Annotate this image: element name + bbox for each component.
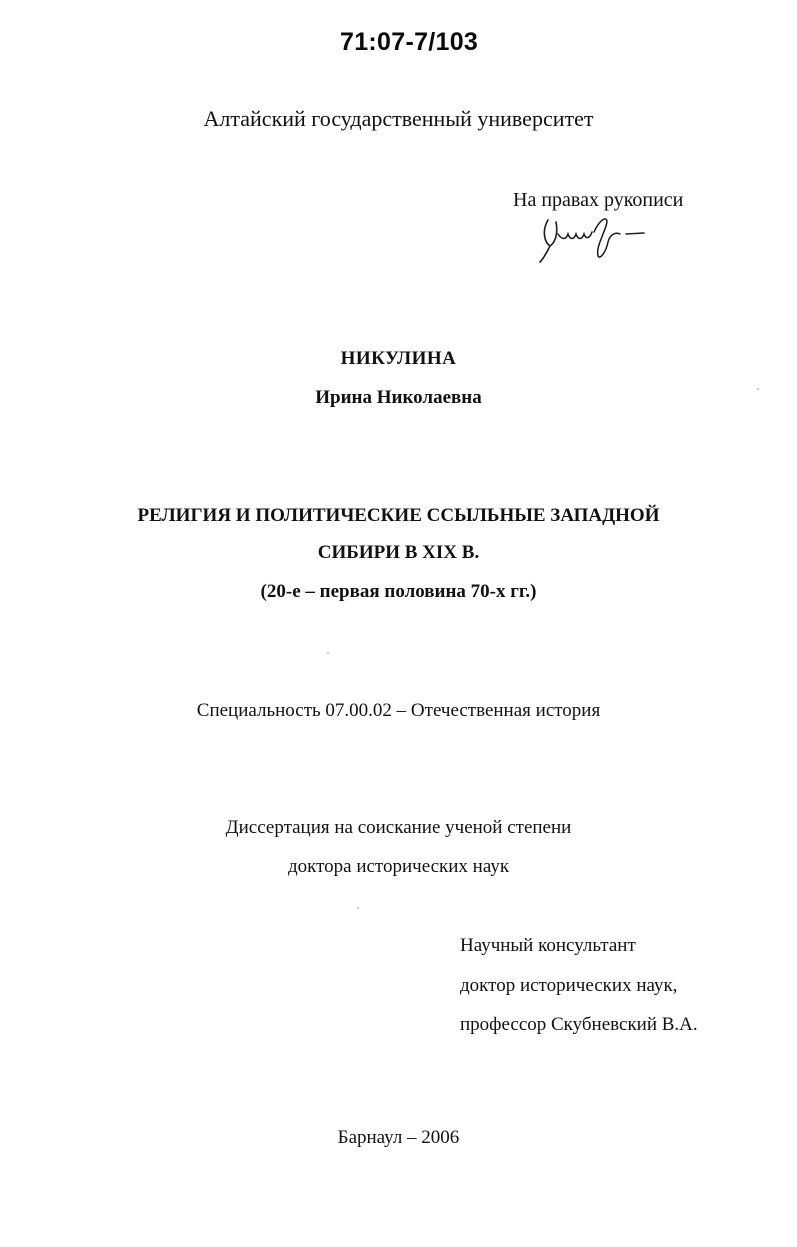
thesis-title-line2: СИБИРИ В XIX В. bbox=[317, 542, 480, 563]
consultant-name: профессор Скубневский В.А. bbox=[460, 1014, 698, 1035]
author-surname: НИКУЛИНА bbox=[340, 348, 457, 369]
degree-line2: доктора исторических наук bbox=[287, 856, 510, 877]
rights-note: На правах рукописи bbox=[513, 189, 684, 211]
consultant-role: Научный консультант bbox=[460, 935, 636, 956]
consultant-degree: доктор исторических наук, bbox=[460, 975, 678, 996]
degree-line1: Диссертация на соискание ученой степени bbox=[225, 817, 572, 838]
handwritten-signature bbox=[536, 212, 656, 264]
scan-speck bbox=[357, 907, 359, 909]
thesis-title-line1: РЕЛИГИЯ И ПОЛИТИЧЕСКИЕ ССЫЛЬНЫЕ ЗАПАДНОЙ bbox=[137, 505, 660, 526]
city-year: Барнаул – 2006 bbox=[337, 1127, 460, 1148]
scan-speck bbox=[327, 652, 329, 654]
university-name: Алтайский государственный университет bbox=[203, 106, 594, 131]
scan-speck bbox=[757, 388, 759, 390]
specialty: Специальность 07.00.02 – Отечественная история bbox=[196, 700, 601, 721]
author-given-names: Ирина Николаевна bbox=[315, 387, 482, 408]
thesis-period: (20-е – первая половина 70-х гг.) bbox=[260, 581, 537, 602]
archive-code: 71:07-7/103 bbox=[340, 28, 479, 56]
